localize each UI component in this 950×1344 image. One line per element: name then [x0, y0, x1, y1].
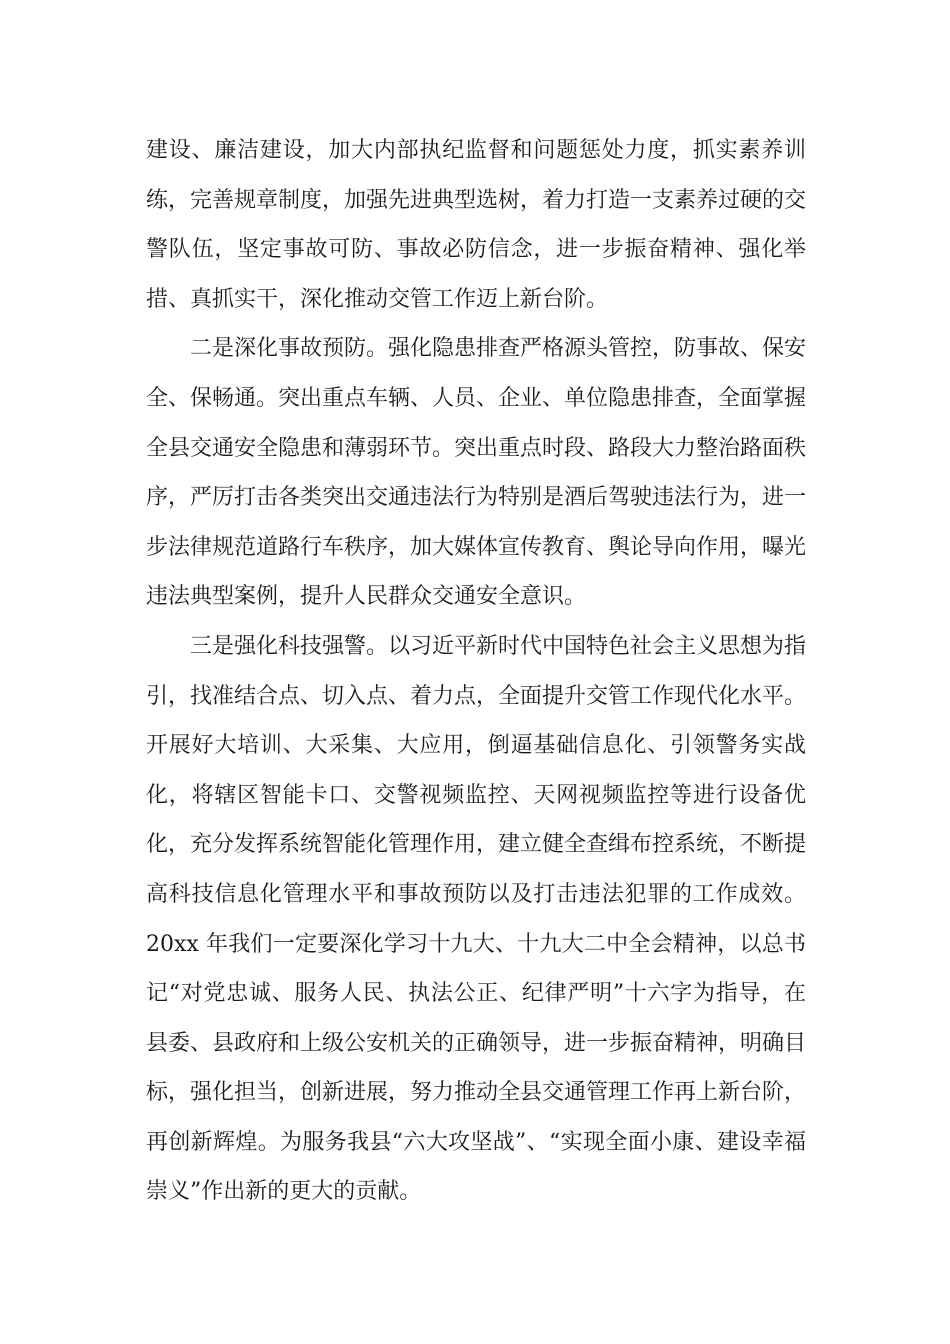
document-body [146, 126, 806, 1217]
paragraph-continuation: 建设、廉洁建设，加大内部执纪监督和问题惩处力度，抓实素养训练，完善规章制度，加强先进典型选树，着力打造一支素养过硬的交警队伍，坚定事故可防、事故必防信念，进一步振奋精神、强化举措、真抓实干，深化推动交管工作迈上新台阶。 [146, 138, 807, 312]
paragraph-accident-prevention: 二是深化事故预防。强化隐患排查严格源头管控，防事故、保安全、保畅通。突出重点车辆、人员、企业、单位隐患排查，全面掌握全县交通安全隐患和薄弱环节。突出重点时段、路段大力整治路面秩序，严厉打击各类突出交通违法行为特别是酒后驾驶违法行为，进一步法律规范道路行车秩序，加大媒体宣传教育、舆论导向作用，曝光违法典型案例，提升人民群众交通安全意识。 [146, 336, 807, 610]
paragraph-technology-policing: 三是强化科技强警。以习近平新时代中国特色社会主义思想为指引，找准结合点、切入点、着力点，全面提升交管工作现代化水平。开展好大培训、大采集、大应用，倒逼基础信息化、引领警务实战化，将辖区智能卡口、交警视频监控、天网视频监控等进行设备优化，充分发挥系统智能化管理作用，建立健全查缉布控系统，不断提高科技信息化管理水平和事故预防以及打击违法犯罪的工作成效。20xx 年我们一定要深化学习十九大、十九大二中全会精神，以总书记“对党忠诚、服务人民、执法公正、纪律严明”十六字为指导，在县委、县政府和上级公安机关的正确领导，进一步振奋精神，明确目标，强化担当，创新进展，努力推动全县交通管理工作再上新台阶，再创新辉煌。为服务我县“六大攻坚战”、“实现全面小康、建设幸福崇义”作出新的更大的贡献。 [146, 633, 807, 1205]
